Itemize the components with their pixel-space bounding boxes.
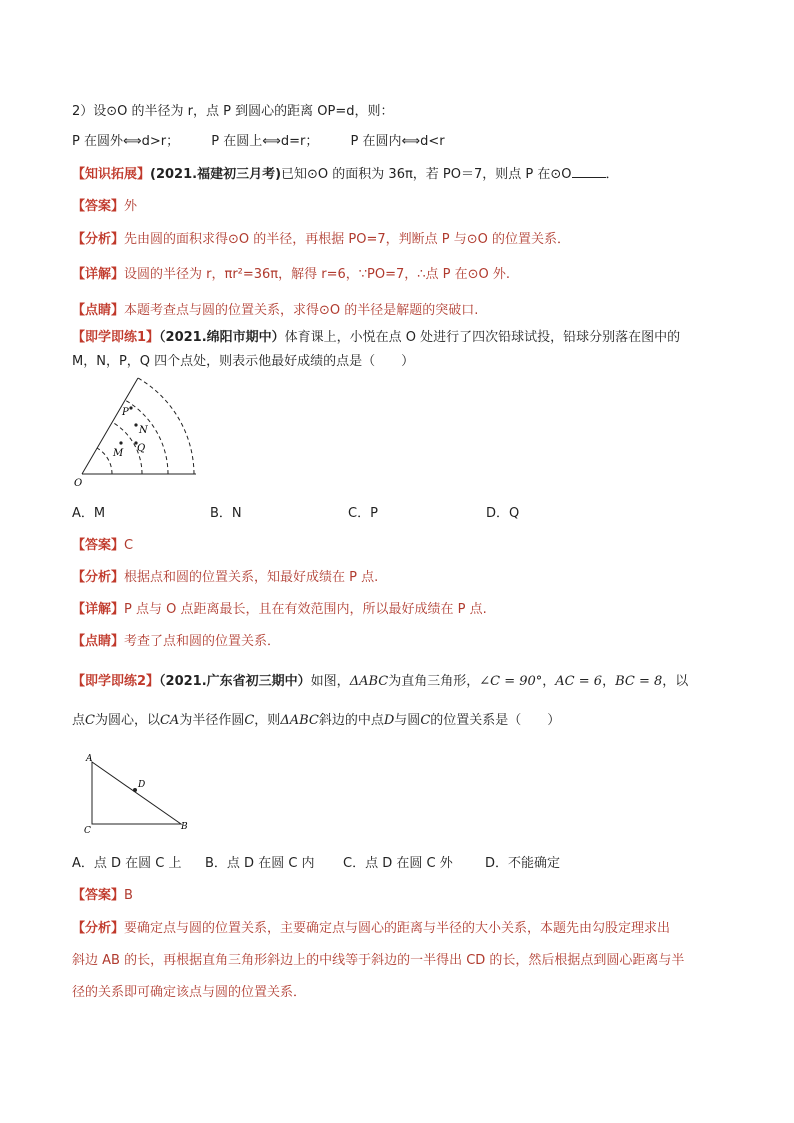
p2-source: （2021.广东省初三期中） — [159, 674, 311, 689]
analysis-text: 根据点和圆的位置关系，知最好成绩在 P 点. — [124, 570, 379, 585]
ext-comment — [72, 302, 478, 320]
comment-tag: 【点睛】 — [72, 303, 125, 318]
point-p — [129, 406, 132, 409]
case-inside: P 在圆内⟺d<r — [350, 134, 445, 149]
answer-text: C — [124, 538, 134, 553]
p1-question-text: 体育课上，小悦在点 O 处进行了四次铅球试投，铅球分别落在图中的 — [284, 330, 681, 345]
q-text: 斜边的中点 — [318, 713, 384, 728]
q-math: ΔABC — [349, 674, 389, 689]
p2-option-d: D．不能确定 — [485, 856, 561, 871]
point-d — [133, 788, 137, 792]
detail-text: P 点与 O 点距离最长，且在有效范围内，所以最好成绩在 P 点. — [124, 602, 487, 617]
ext-source: (2021.福建初三月考) — [150, 167, 282, 182]
p1-comment — [72, 633, 280, 651]
p2-tag: 【即学即练2】 — [72, 674, 160, 689]
q-math: D — [383, 713, 395, 728]
q-text: ， — [542, 674, 556, 689]
q-math: AC = 6 — [555, 674, 603, 689]
q-math: BC = 8 — [615, 674, 663, 689]
p2-question-line2 — [72, 712, 560, 730]
p2-analysis-line2 — [72, 952, 684, 970]
analysis-text: 径的关系即可确定该点与圆的位置关系． — [72, 985, 307, 1000]
q-text: 点 — [72, 713, 86, 728]
analysis-tag: 【分析】 — [72, 921, 125, 936]
p1-source: （2021.绵阳市期中） — [159, 330, 285, 345]
q-math: ∠C = 90° — [479, 674, 543, 689]
triangle-figure — [78, 748, 198, 838]
q-text: 与圆 — [394, 713, 421, 728]
label-b: B — [181, 822, 188, 832]
q-text: 如图， — [310, 674, 350, 689]
q-math: C — [244, 713, 255, 728]
q-math: ΔABC — [280, 713, 319, 728]
q-text: 为圆心，以 — [94, 713, 160, 728]
ext-question-text: 已知⊙O 的面积为 36π，若 PO＝7，则点 P 在⊙O — [281, 167, 572, 182]
point-m — [119, 441, 122, 444]
case-on: P 在圆上⟺d=r； — [211, 134, 319, 149]
label-n: N — [139, 425, 148, 436]
p1-question-line1 — [72, 329, 680, 347]
p2-option-b: B．点 D 在圆 C 内 — [205, 856, 315, 871]
label-d: D — [138, 780, 146, 790]
p1-analysis — [72, 569, 378, 587]
ext-answer — [72, 198, 137, 216]
q-text: ，以 — [662, 674, 689, 689]
q-text: 为直角三角形， — [388, 674, 480, 689]
analysis-text: 要确定点与圆的位置关系，主要确定点与圆心的距离与半径的大小关系，本题先由勾股定理求出 — [124, 921, 671, 936]
boundary-line — [82, 378, 138, 474]
analysis-tag: 【分析】 — [72, 232, 125, 247]
p1-detail — [72, 601, 487, 619]
definition-cases — [72, 133, 445, 151]
q-text: 为半径作圆 — [179, 713, 245, 728]
p1-option-d: D．Q — [486, 506, 520, 521]
p2-option-c: C．点 D 在圆 C 外 — [343, 856, 453, 871]
point-n — [134, 423, 137, 426]
p1-question-line2 — [72, 353, 414, 371]
answer-tag: 【答案】 — [72, 199, 125, 214]
label-o: O — [74, 478, 83, 489]
detail-text: 设圆的半径为 r，πr²=36π，解得 r=6，∵PO=7，∴点 P 在⊙O 外. — [124, 267, 511, 282]
q-math: C — [420, 713, 431, 728]
analysis-text: 先由圆的面积求得⊙O 的半径，再根据 PO=7，判断点 P 与⊙O 的位置关系． — [124, 232, 571, 247]
answer-text: 外 — [124, 199, 138, 214]
case-outside: P 在圆外⟺d>r； — [72, 134, 180, 149]
comment-text: 本题考查点与圆的位置关系，求得⊙O 的半径是解题的突破口. — [124, 303, 479, 318]
detail-tag: 【详解】 — [72, 602, 125, 617]
triangle-abc — [92, 762, 181, 824]
label-m: M — [113, 448, 124, 459]
label-c: C — [84, 826, 91, 836]
shot-put-figure — [70, 372, 205, 490]
p1-answer — [72, 537, 133, 555]
ext-tag: 【知识拓展】 — [72, 167, 151, 182]
answer-blank — [572, 165, 606, 178]
q-math: C — [85, 713, 95, 728]
label-q: Q — [137, 443, 146, 454]
p2-question-line1 — [72, 673, 688, 691]
definition-text: 2）设⊙O 的半径为 r，点 P 到圆心的距离 OP=d，则： — [72, 104, 394, 119]
analysis-tag: 【分析】 — [72, 570, 125, 585]
arc-3 — [125, 400, 168, 474]
p2-answer — [72, 887, 133, 905]
q-text: ， — [602, 674, 616, 689]
detail-tag: 【详解】 — [72, 267, 125, 282]
p1-question-text2: M，N，P，Q 四个点处，则表示他最好成绩的点是（ ） — [72, 354, 415, 369]
definition-line — [72, 103, 393, 121]
ext-question — [72, 165, 619, 184]
ext-end: ． — [605, 167, 619, 182]
answer-tag: 【答案】 — [72, 888, 125, 903]
q-math: CA — [159, 713, 180, 728]
p1-option-b: B．N — [210, 506, 242, 521]
q-text: ，则 — [254, 713, 281, 728]
p1-option-c: C．P — [348, 506, 378, 521]
p1-option-a: A．M — [72, 506, 106, 521]
q-text: 的位置关系是（ ） — [430, 713, 561, 728]
analysis-text: 斜边 AB 的长，再根据直角三角形斜边上的中线等于斜边的一半得出 CD 的长，然后根据点到圆心距离与半 — [72, 953, 685, 968]
comment-text: 考查了点和圆的位置关系． — [124, 634, 281, 649]
comment-tag: 【点睛】 — [72, 634, 125, 649]
label-a: A — [86, 754, 93, 764]
answer-tag: 【答案】 — [72, 538, 125, 553]
p1-tag: 【即学即练1】 — [72, 330, 160, 345]
answer-text: B — [124, 888, 133, 903]
p2-analysis-line3 — [72, 984, 306, 1002]
label-p: P — [122, 407, 129, 418]
p2-analysis-line1 — [72, 920, 670, 938]
p2-option-a: A．点 D 在圆 C 上 — [72, 856, 182, 871]
arc-1 — [97, 448, 112, 474]
ext-detail — [72, 266, 510, 284]
ext-analysis — [72, 231, 570, 249]
